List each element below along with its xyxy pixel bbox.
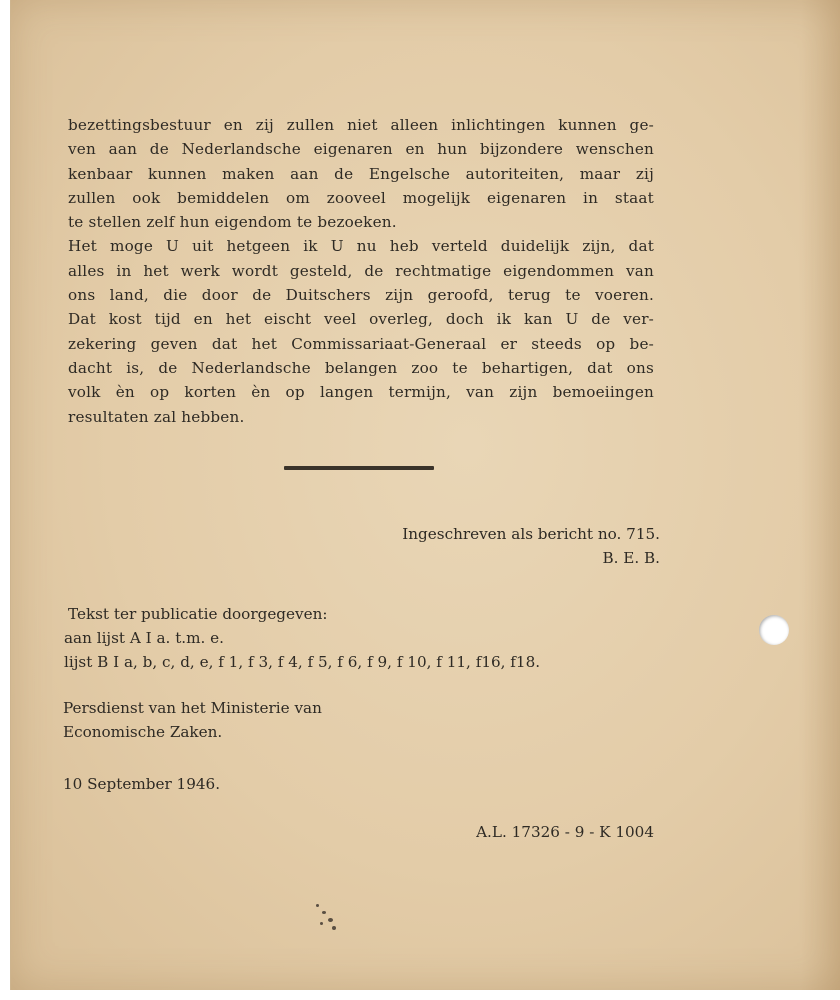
registration-note: [402, 522, 660, 570]
publication-list-b: lijst B I a, b, c, d, e, f 1, f 3, f 4, f 5, f 6, f 9, f 10, f 11, f16, f18.: [64, 653, 541, 671]
body-line: alles in het werk wordt gesteld, de rechtmatige eigendommen van: [68, 261, 654, 280]
body-line: kenbaar kunnen maken aan de Engelsche autoriteiten, maar zij: [68, 164, 654, 183]
section-divider: [284, 466, 434, 470]
paper-edge-shadow: [801, 0, 840, 990]
body-line: dacht is, de Nederlandsche belangen zoo te behartigen, dat ons: [68, 358, 654, 377]
body-line: zekering geven dat het Commissariaat-Generaal er steeds op be-: [68, 334, 654, 353]
press-service-block: [63, 696, 322, 744]
body-line: Het moge U uit hetgeen ik U nu heb verteld duidelijk zijn, dat: [68, 237, 654, 256]
ink-smudge: [312, 902, 338, 932]
body-paragraph: [68, 113, 654, 429]
body-line: volk èn op korten èn op langen termijn, van zijn bemoeiingen: [68, 383, 654, 402]
press-line-ministry: Persdienst van het Ministerie van: [63, 699, 322, 717]
publication-block: [64, 602, 540, 674]
punch-hole: [759, 615, 789, 645]
body-line: ons land, die door de Duitschers zijn geroofd, terug te voeren.: [68, 286, 654, 305]
body-line: Dat kost tijd en het eischt veel overleg, doch ik kan U de ver-: [68, 310, 654, 329]
body-line: bezettingsbestuur en zij zullen niet alleen inlichtingen kunnen ge-: [68, 116, 654, 134]
body-line: zullen ook bemiddelen om zooveel mogelijk eigenaren in staat: [68, 188, 654, 207]
body-line: ven aan de Nederlandsche eigenaren en hun bijzondere wenschen: [68, 140, 654, 159]
publication-heading: Tekst ter publicatie doorgegeven:: [68, 605, 328, 623]
registration-line: Ingeschreven als bericht no. 715.: [402, 525, 660, 543]
publication-list-a: aan lijst A I a. t.m. e.: [64, 629, 225, 647]
registration-initials: B. E. B.: [602, 549, 660, 567]
body-line: resultaten zal hebben.: [68, 407, 245, 426]
scan-margin: [0, 990, 840, 1000]
document-date: 10 September 1946.: [63, 775, 221, 793]
body-line: te stellen zelf hun eigendom te bezoeken.: [68, 213, 397, 232]
press-line-department: Economische Zaken.: [63, 723, 223, 741]
reference-number: A.L. 17326 - 9 - K 1004: [476, 823, 654, 841]
